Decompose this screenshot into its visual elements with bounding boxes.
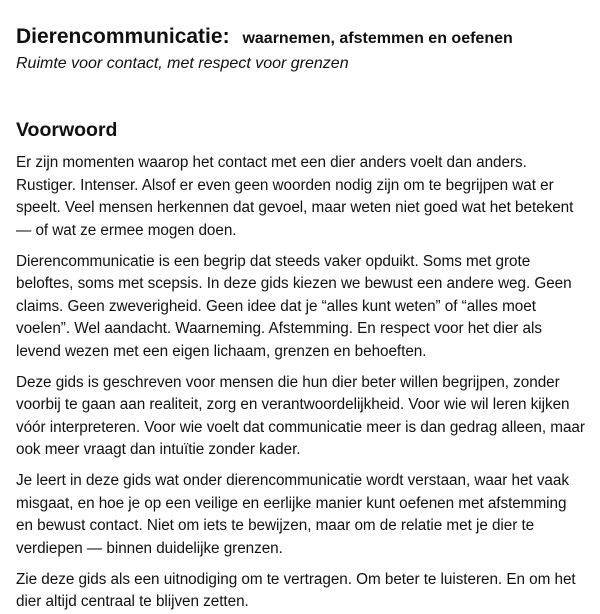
paragraph: Dierencommunicatie is een begrip dat steeds vaker opduikt. Soms met grote beloftes, soms met scepsis. In deze gids kiezen we bewust een andere weg. Geen claims. Geen zweverigheid. Geen idee dat je “alles kunt weten” of “alles moet voelen”. Wel aandacht. Waarneming. Afstemming. En respect voor het dier als levend wezen met een eigen lichaam, grenzen en behoeften.: [16, 252, 572, 360]
paragraph: Er zijn momenten waarop het contact met een dier anders voelt dan anders. Rustiger. Intenser. Alsof er even geen woorden nodig zijn om te begrijpen wat er speelt. Veel mensen herkennen dat gevoel, maar weten niet goed wat het betekent — of wat ze ermee mogen doen.: [16, 154, 574, 239]
document-subtitle: Ruimte voor contact, met respect voor grenzen: [16, 55, 349, 72]
paragraph: Deze gids is geschreven voor mensen die hun dier beter willen begrijpen, zonder voorbij te gaan aan realiteit, zorg en verantwoordelijkheid. Voor wie wil leren kijken vóór interpreteren. Voor wie voelt dat communicatie meer is dan gedrag alleen, maar ook meer vraagt dan intuïtie zonder kader.: [16, 373, 585, 458]
paragraph: Zie deze gids als een uitnodiging om te vertragen. Om beter te luisteren. En om het dier altijd centraal te blijven zetten.: [16, 570, 576, 610]
title-suffix: waarnemen, afstemmen en oefenen: [242, 30, 513, 47]
document-title: [16, 18, 586, 53]
body-text: [16, 152, 586, 614]
paragraph: Je leert in deze gids wat onder dierencommunicatie wordt verstaan, waar het vaak misgaat, en hoe je op een veilige en eerlijke manier kunt oefenen met afstemming en bewust contact. Niet om iets te bewijzen, maar om de relatie met je dier te verdiepen — binnen duidelijke grenzen.: [16, 472, 569, 557]
section-heading: Voorwoord: [16, 119, 118, 141]
title-main: Dierencommunicatie:: [16, 25, 230, 48]
